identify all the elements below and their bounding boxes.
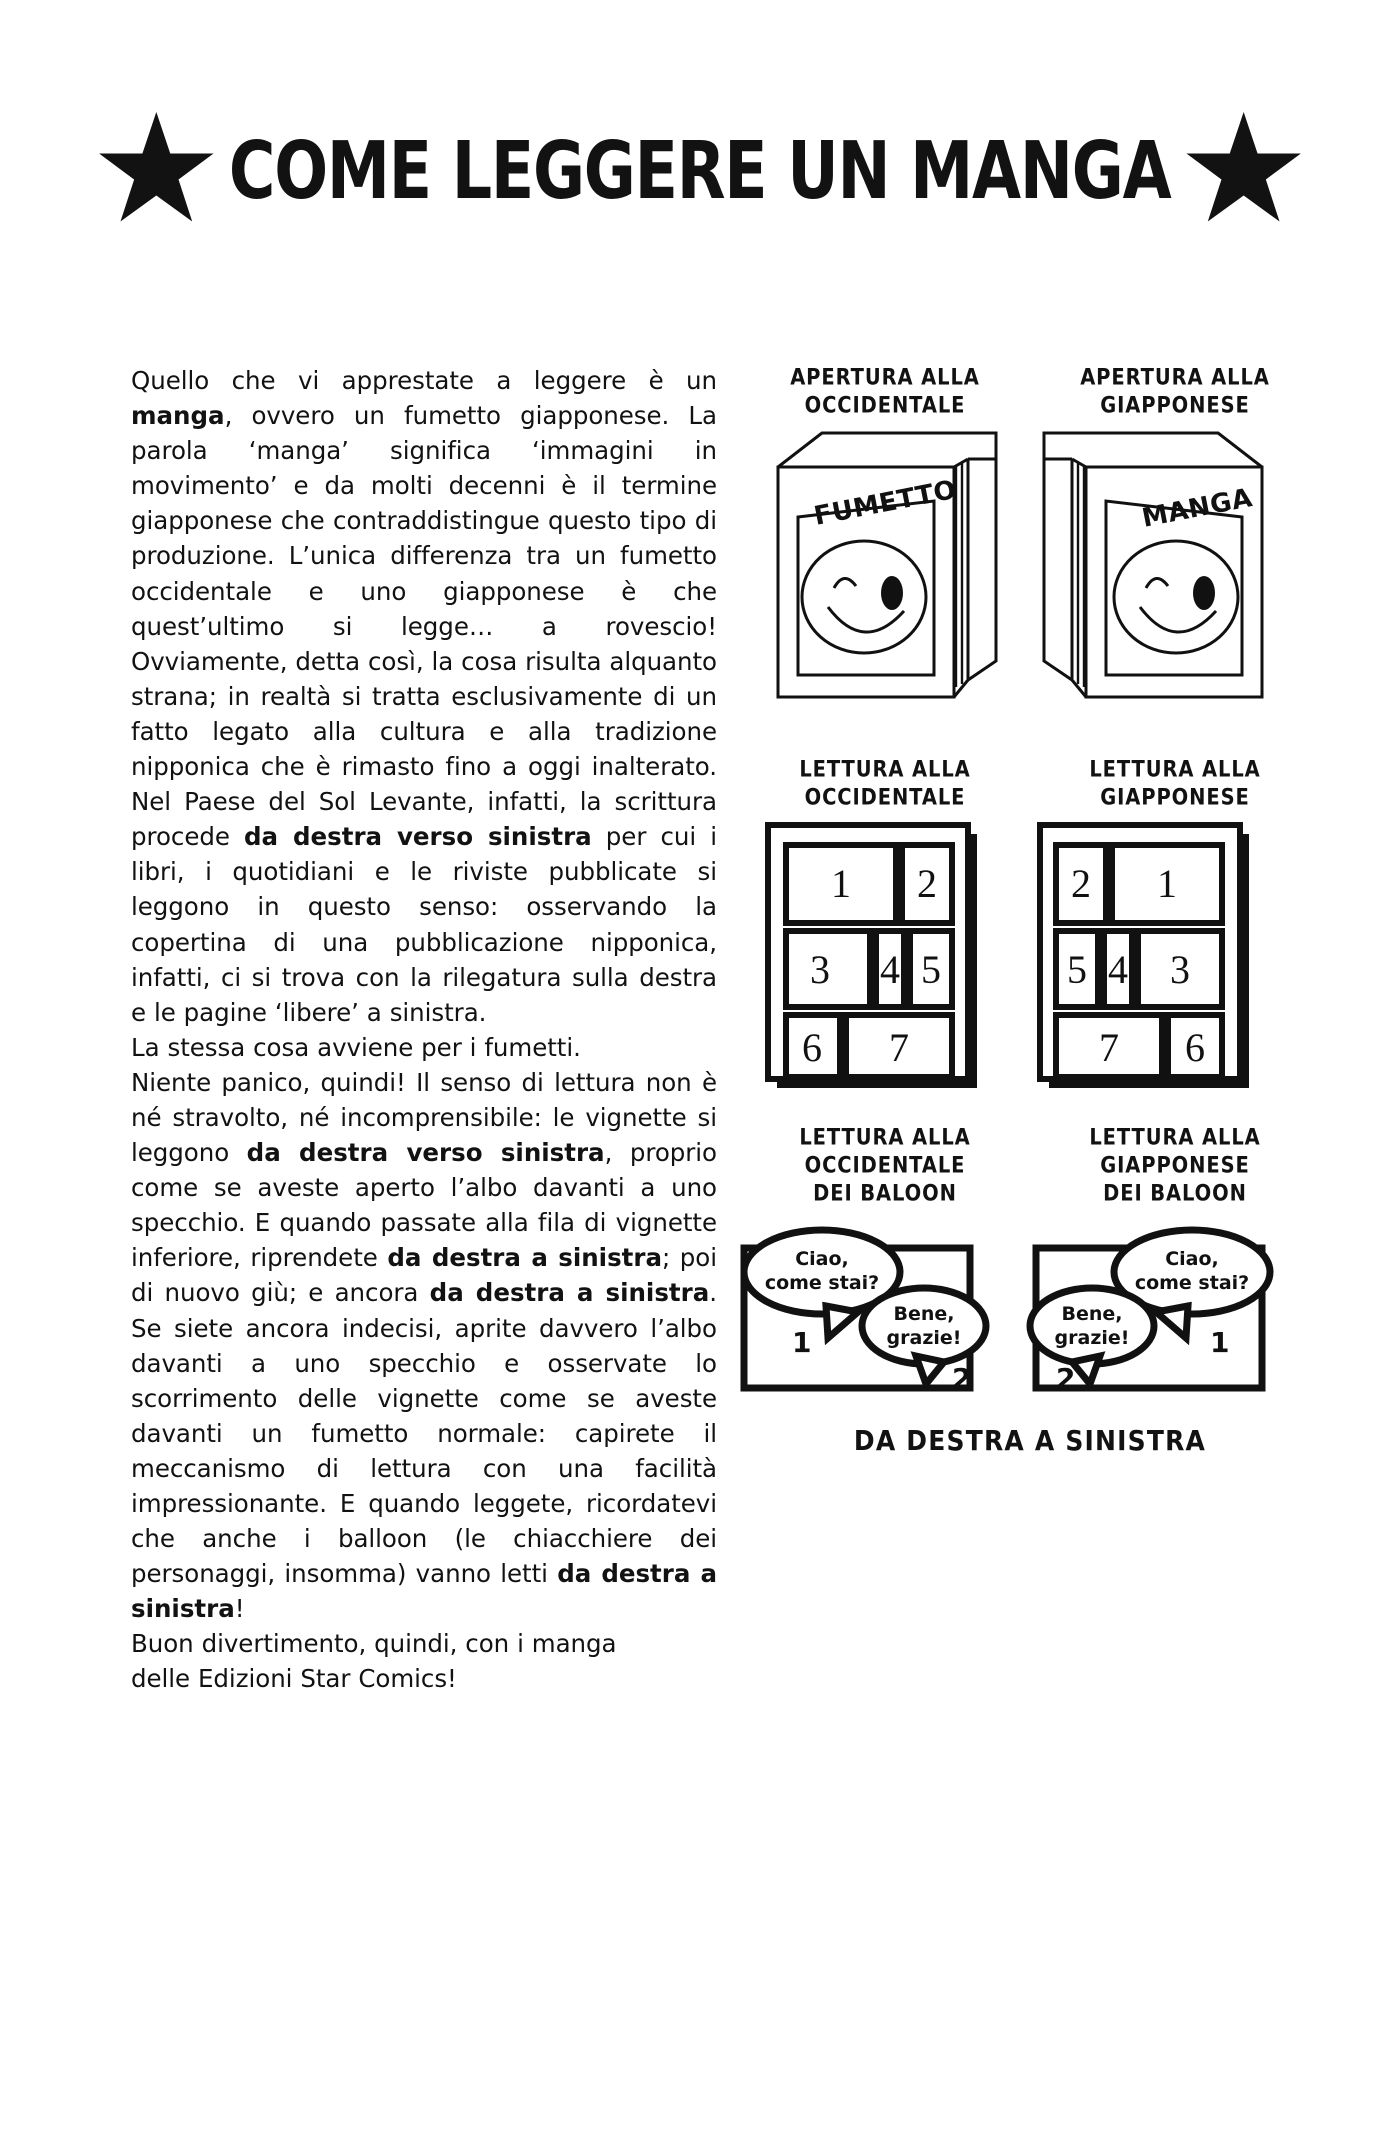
baloon-panel-japanese: [1012, 1220, 1282, 1395]
baloon-order-illustrations: [740, 1220, 1320, 1400]
caption-line: GIAPPONESE: [1100, 784, 1250, 810]
caption-baloon-giapponese: [1030, 1123, 1320, 1207]
figure-column: [740, 363, 1320, 1455]
panel-number: 2: [1071, 861, 1091, 906]
caption-da-destra-a-sinistra: DA DESTRA A SINISTRA: [853, 1424, 1207, 1457]
baloon-text: grazie!: [886, 1327, 962, 1349]
caption-line: OCCIDENTALE: [804, 1152, 966, 1178]
paragraph-1: Quello che vi apprestate a leggere è un manga, ovvero un fumetto giapponese. La parola ‘manga’ significa ‘immagini in movimento’ e da molti decenni è il termine giapponese che contraddistingue questo tipo di produzione. L’unica differenza tra un fumetto occidentale e uno giapponese è che quest’ultimo si legge… a rovescio! Ovviamente, detta così, la cosa risulta alquanto strana; in realtà si tratta esclusivamente di un fatto legato alla cultura e alla tradizione nipponica che è rimasto fino a oggi inalterato. Nel Paese del Sol Levante, infatti, la scrittura procede da destra verso sinistra per cui i libri, i quotidiani e le riviste pubblicate si leggono in questo senso: osservando la copertina di una pubblicazione nipponica, infatti, ci si trova con la rilegatura sulla destra e le pagine ‘libere’ a sinistra.: [131, 366, 717, 1027]
paragraph-3: Niente panico, quindi! Il senso di lettura non è né stravolto, né incomprensibile: le vignette si leggono da destra verso sinistra, proprio come se aveste aperto l’albo davanti a uno specchio. E quando passate alla fila di vignette inferiore, riprendete da destra a sinistra; poi di nuovo giù; e ancora da destra a sinistra. Se siete ancora indecisi, aprite davvero l’albo davanti a uno specchio e osservate lo scorrimento delle vignette come se aveste davanti un fumetto normale: capirete il meccanismo di lettura con una facilità impressionante. E quando leggete, ricordatevi che anche i balloon (le chiacchiere dei personaggi, insomma) vanno letti da destra a sinistra!: [131, 1067, 717, 1624]
star-icon: [97, 112, 215, 230]
panel-number: 2: [917, 861, 937, 906]
caption-line: APERTURA ALLA: [790, 364, 980, 390]
panel-number: 5: [1067, 947, 1087, 992]
baloon-text: Bene,: [1061, 1303, 1123, 1325]
baloon-text: Ciao,: [795, 1248, 849, 1270]
article-body: [131, 363, 717, 1697]
baloon-order-captions: [740, 1123, 1320, 1206]
caption-line: OCCIDENTALE: [804, 392, 966, 418]
opening-illustrations: [740, 425, 1320, 725]
caption-baloon-occidentale: [740, 1123, 1030, 1207]
caption-line: DEI BALOON: [813, 1180, 957, 1206]
baloon-number: 2: [1056, 1362, 1076, 1395]
baloon-text: come stai?: [1134, 1272, 1250, 1294]
panel-number: 5: [921, 947, 941, 992]
caption-lettura-occidentale: [740, 755, 1030, 811]
panel-number: 1: [1157, 861, 1177, 906]
book-illustration-fumetto: [758, 425, 1008, 715]
book-cover-title: FUMETTO: [811, 474, 959, 532]
book-illustration-manga: [1032, 425, 1282, 715]
caption-line: OCCIDENTALE: [804, 784, 966, 810]
baloon-text: Ciao,: [1165, 1248, 1219, 1270]
panel-number: 4: [1108, 947, 1128, 992]
caption-line: LETTURA ALLA: [799, 756, 971, 782]
baloon-text: grazie!: [1054, 1327, 1130, 1349]
caption-line: GIAPPONESE: [1100, 1152, 1250, 1178]
baloon-panel-western: [730, 1220, 1000, 1395]
reading-order-illustrations: [740, 811, 1320, 1101]
panel-number: 4: [880, 947, 900, 992]
caption-apertura-giapponese: [1030, 363, 1320, 419]
caption-lettura-giapponese: [1030, 755, 1320, 811]
panel-grid-western: [750, 811, 980, 1091]
paragraph-2: La stessa cosa avviene per i fumetti.: [131, 1032, 581, 1062]
caption-line: LETTURA ALLA: [1089, 1124, 1261, 1150]
paragraph-4: Buon divertimento, quindi, con i manga delle Edizioni Star Comics!: [131, 1629, 617, 1694]
panel-number: 3: [810, 947, 830, 992]
baloon-number: 1: [792, 1326, 812, 1359]
page-header: [0, 96, 1400, 246]
panel-number: 7: [889, 1025, 909, 1070]
book-cover-title: MANGA: [1139, 483, 1256, 534]
star-icon: [1185, 112, 1303, 230]
caption-line: LETTURA ALLA: [1089, 756, 1261, 782]
page-title: COME LEGGERE UN MANGA: [229, 124, 1171, 218]
panel-number: 1: [831, 861, 851, 906]
baloon-number: 2: [952, 1362, 972, 1395]
caption-line: LETTURA ALLA: [799, 1124, 971, 1150]
caption-line: APERTURA ALLA: [1080, 364, 1270, 390]
panel-number: 7: [1099, 1025, 1119, 1070]
baloon-text: come stai?: [764, 1272, 880, 1294]
opening-captions: [740, 363, 1320, 418]
panel-number: 3: [1170, 947, 1190, 992]
baloon-number: 1: [1210, 1326, 1230, 1359]
caption-apertura-occidentale: [740, 363, 1030, 419]
panel-number: 6: [1185, 1025, 1205, 1070]
caption-line: GIAPPONESE: [1100, 392, 1250, 418]
panel-grid-japanese: [1022, 811, 1252, 1091]
reading-order-captions: [740, 755, 1320, 810]
panel-number: 6: [802, 1025, 822, 1070]
caption-line: DEI BALOON: [1103, 1180, 1247, 1206]
baloon-text: Bene,: [893, 1303, 955, 1325]
